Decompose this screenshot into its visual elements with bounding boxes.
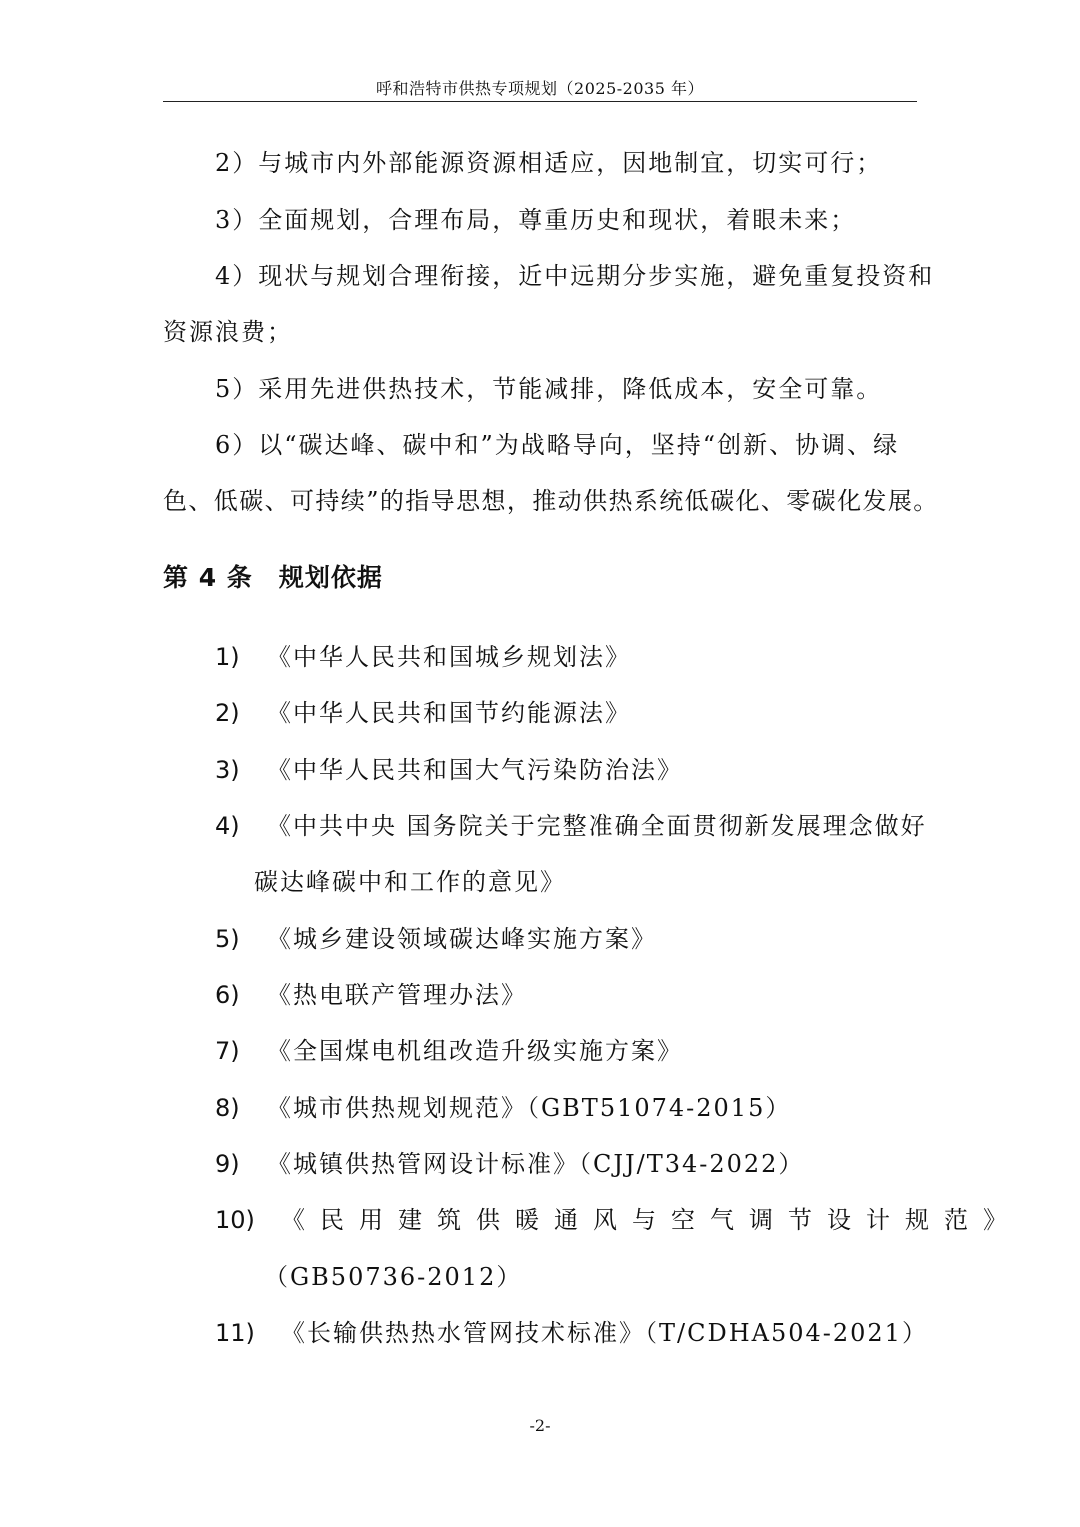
section-heading (163, 563, 383, 593)
reference-item (215, 1149, 917, 1179)
principle-item-4-line1: 4）现状与规划合理衔接，近中远期分步实施，避免重复投资和 (215, 262, 935, 290)
section-number: 第 4 条 (163, 563, 253, 592)
principle-item-5: 5）采用先进供热技术，节能减排，降低成本，安全可靠。 (215, 375, 883, 403)
reference-number: 3) (215, 756, 240, 784)
reference-item (215, 1036, 917, 1066)
reference-text: 《城乡建设领域碳达峰实施方案》 (267, 925, 657, 953)
reference-item (215, 980, 917, 1010)
reference-text: 《城镇供热管网设计标准》（CJJ/T34-2022） (267, 1150, 805, 1178)
reference-continuation: （GB50736-2012） (264, 1263, 523, 1291)
reference-item (215, 698, 917, 728)
reference-text: 《中华人民共和国节约能源法》 (267, 699, 631, 727)
reference-text: 《中华人民共和国城乡规划法》 (267, 643, 631, 671)
reference-item (215, 811, 927, 841)
reference-text: 《全国煤电机组改造升级实施方案》 (267, 1037, 683, 1065)
reference-text: 《民用建筑供暖通风与空气调节设计规范》 (281, 1206, 1022, 1234)
principle-item-2: 2）与城市内外部能源资源相适应，因地制宜，切实可行； (215, 149, 883, 177)
reference-text: 《中共中央 国务院关于完整准确全面贯彻新发展理念做好 (267, 812, 927, 840)
page-number: -2- (529, 1416, 551, 1435)
reference-item (215, 924, 917, 954)
reference-number: 8) (215, 1094, 240, 1122)
reference-number: 4) (215, 812, 240, 840)
principle-item-4-line2: 资源浪费； (163, 318, 293, 346)
page-header: 呼和浩特市供热专项规划（2025-2035 年） (376, 79, 704, 98)
reference-item (215, 1318, 928, 1348)
reference-number: 7) (215, 1037, 240, 1065)
principle-item-6-line1: 6）以“碳达峰、碳中和”为战略导向，坚持“创新、协调、绿 (215, 431, 900, 459)
reference-number: 10) (215, 1206, 255, 1234)
principle-item-6-line2: 色、低碳、可持续”的指导思想，推动供热系统低碳化、零碳化发展。 (163, 487, 939, 515)
reference-number: 1) (215, 643, 240, 671)
section-title: 规划依据 (278, 563, 383, 592)
reference-number: 2) (215, 699, 240, 727)
principle-item-3: 3）全面规划，合理布局，尊重历史和现状，着眼未来； (215, 206, 857, 234)
reference-continuation: 碳达峰碳中和工作的意见》 (254, 868, 566, 896)
reference-text: 《热电联产管理办法》 (267, 981, 527, 1009)
reference-item (215, 755, 917, 785)
reference-number: 9) (215, 1150, 240, 1178)
reference-text: 《中华人民共和国大气污染防治法》 (267, 756, 683, 784)
reference-text: 《城市供热规划规范》（GBT51074-2015） (267, 1094, 792, 1122)
reference-text: 《长输供热热水管网技术标准》（T/CDHA504-2021） (281, 1319, 928, 1347)
header-divider (163, 101, 917, 102)
reference-number: 5) (215, 925, 240, 953)
reference-number: 11) (215, 1319, 255, 1347)
reference-item (215, 642, 917, 672)
reference-item (215, 1205, 1022, 1235)
reference-number: 6) (215, 981, 240, 1009)
reference-item (215, 1093, 917, 1123)
